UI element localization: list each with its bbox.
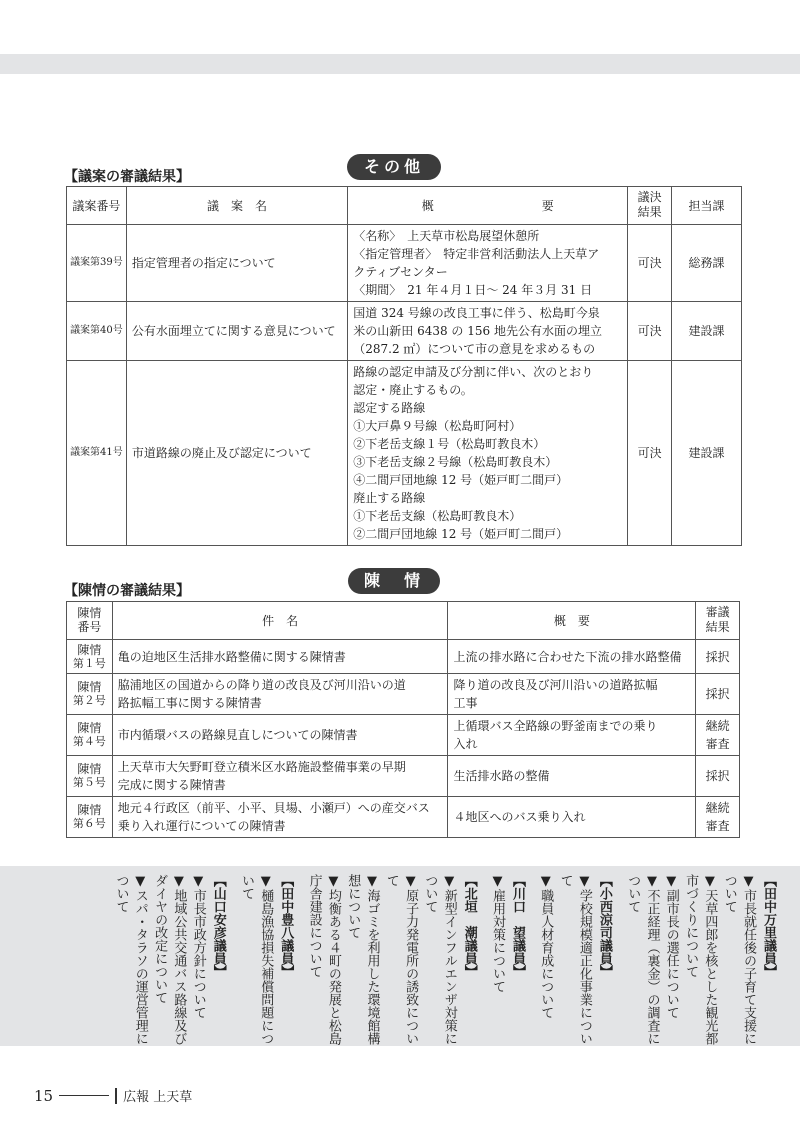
name-line: 完成に関する陳情書 [117, 778, 226, 792]
name-line: 市内循環バスの路線見直しについての陳情書 [117, 728, 358, 742]
section-badge-petition: 陳 情 [348, 568, 440, 594]
section-badge-other: その他 [347, 154, 441, 180]
table-row [67, 225, 742, 302]
bill-dept: 建設課 [672, 361, 742, 546]
question-member-name [209, 874, 228, 1046]
section-title-bills: 【議案の審議結果】 [64, 169, 190, 185]
question-topic-line: ▼学校規模適正化事業につい [576, 874, 592, 1045]
question-topic-line: ▼天草四郎を核とした観光都 [702, 874, 718, 1045]
section-title-petitions: 【陳情の審議結果】 [64, 583, 190, 599]
summary-line: クティブセンター [353, 265, 448, 279]
petition-summary [448, 797, 696, 838]
member-name: 【川口 望議員】 [510, 874, 525, 978]
question-topic-line: ▼副市長の選任について [663, 874, 679, 1019]
summary-line: ①下老岳支線（松島町教良木） [353, 509, 522, 523]
header-result-text: 審議結果 [705, 605, 730, 634]
result-line: 継続 [705, 719, 730, 733]
bill-summary [348, 302, 628, 361]
question-topic-line: ▼樋島漁協損失補償問題につ [258, 874, 274, 1045]
bill-result: 可決 [628, 225, 672, 302]
summary-line: 〈指定管理者〉 特定非営利活動法人上天草ア [353, 247, 600, 261]
petition-number [67, 797, 113, 838]
question-member-name [460, 874, 479, 1046]
table-header-row [67, 602, 740, 640]
question-topic-line: ▼雇用対策について [490, 874, 505, 993]
petition-number [67, 674, 113, 715]
header-result-text: 議決結果 [637, 190, 662, 219]
page-number: 15 [34, 1086, 54, 1105]
petition-summary [448, 756, 696, 797]
petitions-table [66, 601, 740, 838]
summary-line: 路線の認定申請及び分割に伴い、次のとおり [353, 365, 594, 379]
result-line: 採択 [705, 687, 730, 701]
summary-line: （287.2 ㎡）について市の意見を求めるもの [353, 342, 596, 356]
header-summary: 概 要 [348, 187, 628, 225]
result-line: 審査 [705, 819, 730, 833]
question-member-name [759, 874, 778, 1046]
bills-table [66, 186, 742, 546]
petition-number [67, 640, 113, 674]
name-line: 脇浦地区の国道からの降り道の改良及び河川沿いの道 [117, 678, 406, 692]
result-line: 継続 [705, 801, 730, 815]
question-topic-line: ▼職員人材育成について [538, 874, 554, 1019]
summary-line: 生活排水路の整備 [453, 769, 550, 783]
summary-line: 〈名称〉 上天草市松島展望休憩所 [353, 229, 540, 243]
footer-rule [59, 1095, 109, 1096]
question-topic-line: ▼原子力発電所の誘致につい [403, 874, 419, 1045]
summary-line: ④二間戸団地線 12 号（姫戸町二間戸） [353, 473, 569, 487]
petition-number-line2: 第４号 [72, 735, 106, 748]
petition-summary [448, 640, 696, 674]
petition-name [112, 674, 448, 715]
petition-name [112, 797, 448, 838]
header-number [67, 602, 113, 640]
summary-line: 認定・廃止するもの。 [353, 383, 473, 397]
bill-name: 指定管理者の指定について [126, 225, 347, 302]
petition-name [112, 756, 448, 797]
bill-name: 公有水面埋立てに関する意見について [126, 302, 347, 361]
table-row [67, 361, 742, 546]
question-topic-line: ついて [113, 874, 129, 913]
summary-line: 米の山新田 6438 の 156 地先公有水面の埋立 [353, 324, 602, 338]
summary-line: ４地区へのバス乗り入れ [453, 810, 586, 824]
petition-number-line1: 陳情 [77, 721, 102, 735]
summary-line: ①大戸鼻９号線（松島町阿村） [353, 419, 522, 433]
table-row [67, 640, 740, 674]
petition-number-line1: 陳情 [77, 762, 102, 776]
table-row [67, 674, 740, 715]
question-topic-line: ダイヤの改定について [152, 874, 168, 1004]
summary-line: 上流の排水路に合わせた下流の排水路整備 [453, 649, 682, 664]
header-dept: 担当課 [672, 187, 742, 225]
header-summary: 概 要 [448, 602, 696, 640]
question-topic-line: ▼均衡ある４町の発展と松島 [325, 874, 341, 1045]
bill-result: 可決 [628, 302, 672, 361]
question-topic-line: ▼不正経理（裏金）の調査に [644, 874, 660, 1045]
question-topic-line: て [383, 874, 399, 887]
table-header-row [67, 187, 742, 225]
petition-number [67, 715, 113, 756]
header-number: 議案番号 [67, 187, 127, 225]
header-number-text: 陳情番号 [77, 605, 102, 634]
petition-number-line2: 第２号 [72, 694, 106, 707]
bill-dept: 総務課 [672, 225, 742, 302]
summary-line: 認定する路線 [353, 401, 426, 415]
member-name: 【田中万里議員】 [761, 874, 776, 978]
page-footer [34, 1086, 192, 1105]
bill-number: 議案第39号 [67, 225, 127, 302]
summary-line: 廃止する路線 [353, 491, 426, 505]
summary-line: 上循環バス全路線の野釜南までの乗り [453, 719, 658, 733]
question-topic-line: ▼新型インフルエンザ対策に [441, 874, 457, 1045]
top-band [0, 54, 800, 74]
summary-line: 降り道の改良及び河川沿いの道路拡幅 [453, 678, 658, 692]
petition-result [696, 715, 740, 756]
question-topic-line: 市づくりについて [683, 874, 699, 978]
question-topic-line: ▼市長市政方針について [190, 874, 206, 1019]
name-line: 亀の迫地区生活排水路整備に関する陳情書 [117, 649, 346, 664]
name-line: 路拡幅工事に関する陳情書 [117, 696, 262, 710]
petition-result [696, 797, 740, 838]
table-row [67, 797, 740, 838]
petition-number-line1: 陳情 [77, 803, 102, 817]
petition-summary [448, 715, 696, 756]
petition-result [696, 756, 740, 797]
name-line: 上天草市大矢野町登立積米区水路施設整備事業の早期 [117, 760, 406, 774]
table-row [67, 302, 742, 361]
question-topic-line: 想について [345, 874, 361, 939]
question-topic-line: いて [239, 874, 254, 900]
petition-name [112, 640, 448, 674]
summary-line: ③下老岳支線２号線（松島町教良木） [353, 455, 558, 469]
question-topic-line: ついて [625, 874, 641, 913]
header-result [696, 602, 740, 640]
question-topic-line: ▼地域公共交通バス路線及び [171, 874, 187, 1045]
question-member-name [508, 874, 527, 1046]
petition-number-line2: 第６号 [72, 817, 106, 830]
petition-number-line1: 陳情 [77, 642, 102, 657]
petition-number [67, 756, 113, 797]
bill-result: 可決 [628, 361, 672, 546]
petition-number-line2: 第１号 [72, 656, 106, 670]
bill-number: 議案第41号 [67, 361, 127, 546]
bill-summary [348, 361, 628, 546]
member-name: 【田中豊八議員】 [278, 874, 294, 978]
member-name: 【北垣 潮議員】 [461, 874, 477, 978]
petition-result [696, 674, 740, 715]
question-topic-line: ついて [422, 874, 438, 913]
bill-number: 議案第40号 [67, 302, 127, 361]
footer-bar [115, 1088, 117, 1104]
petition-summary [448, 674, 696, 715]
member-name: 【小西涼司議員】 [596, 874, 612, 978]
result-line: 採択 [705, 649, 730, 664]
member-name: 【山口安彦議員】 [210, 874, 226, 978]
question-topic-line: て [557, 874, 573, 887]
summary-line: 工事 [453, 696, 478, 710]
summary-line: 入れ [453, 737, 478, 751]
question-member-name [276, 874, 295, 1046]
summary-line: 国道 324 号線の改良工事に伴う、松島町今泉 [353, 306, 600, 320]
result-line: 採択 [705, 769, 730, 783]
header-name: 件 名 [112, 602, 448, 640]
summary-line: ②下老岳支線１号（松島町教良木） [353, 437, 546, 451]
table-row [67, 756, 740, 797]
question-topic-line: 庁舎建設について [306, 874, 322, 978]
question-topic-line: ついて [721, 874, 737, 913]
petition-result [696, 640, 740, 674]
summary-line: ②二間戸団地線 12 号（姫戸町二間戸） [353, 527, 569, 541]
petition-number-line1: 陳情 [77, 680, 102, 694]
name-line: 乗り入れ運行についての陳情書 [117, 819, 286, 833]
bill-dept: 建設課 [672, 302, 742, 361]
question-member-name [595, 874, 614, 1046]
header-name: 議 案 名 [126, 187, 347, 225]
summary-line: 〈期間〉 21 年４月１日〜 24 年３月 31 日 [353, 283, 593, 297]
general-questions-band [0, 866, 800, 1046]
question-topic-line: ▼市長就任後の子育て支援に [741, 874, 756, 1045]
bill-name: 市道路線の廃止及び認定について [126, 361, 347, 546]
question-topic-line: ▼海ゴミを利用した環境館構 [364, 874, 380, 1045]
petition-number-line2: 第５号 [72, 776, 106, 789]
name-line: 地元４行政区（前平、小平、貝場、小瀬戸）への産交バス [117, 801, 430, 815]
table-row [67, 715, 740, 756]
result-line: 審査 [705, 737, 730, 751]
bill-summary [348, 225, 628, 302]
question-topic-line: ▼スパ・タラソの運営管理に [132, 874, 148, 1045]
petition-name [112, 715, 448, 756]
magazine-name: 広報 上天草 [123, 1090, 193, 1105]
header-result [628, 187, 672, 225]
